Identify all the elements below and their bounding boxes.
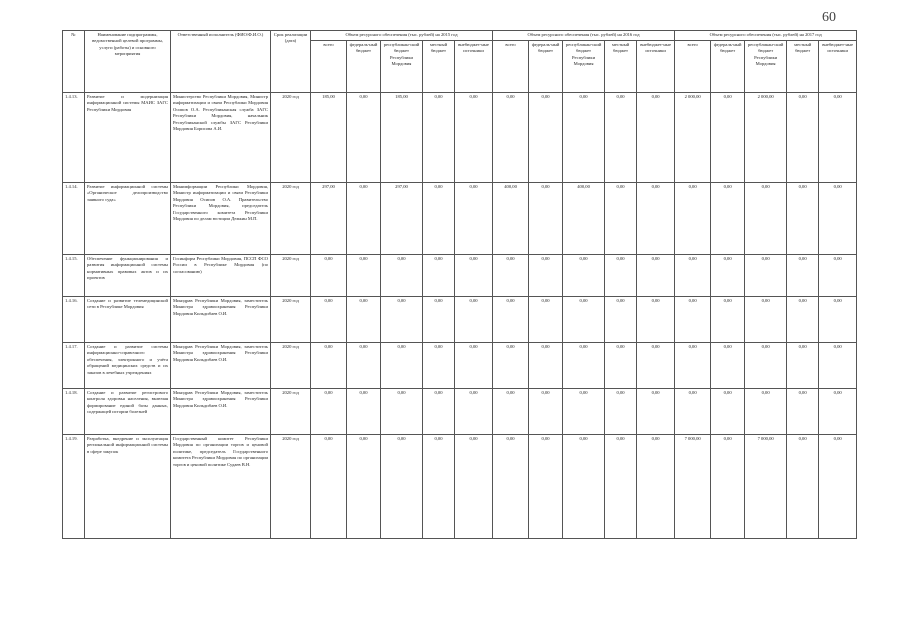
value-cell: 0,00 [311,255,347,297]
row-responsible: Госинформ Республики Мордовия, ПССП ФСО России в Республике Мордовия (по согласованию) [171,255,271,297]
value-cell: 0,00 [819,183,857,255]
row-responsible: Минздрав Республики Мордовия, заместитель Министра здравоохранения Республики Мордовия Кильдибаев О.И. [171,343,271,389]
value-cell: 0,00 [423,435,455,539]
value-cell: 0,00 [787,183,819,255]
table-header [63,31,857,93]
subheader-2017-2: республикан-ский бюджет Республики Мордовия [745,41,787,93]
value-cell: 0,00 [675,389,711,435]
value-cell: 0,00 [563,93,605,183]
value-cell: 0,00 [711,297,745,343]
value-cell: 0,00 [711,343,745,389]
value-cell: 400,00 [493,183,529,255]
value-cell: 185,00 [311,93,347,183]
row-responsible: Государственный комитет Республики Мордовия по организации торгов и ценовой политике, председатель Государственного комитета Республики Мордовия по организации торгов и ценовой политике Судаев В.Н. [171,435,271,539]
value-cell: 0,00 [423,297,455,343]
subheader-2016-2: республикан-ский бюджет Республики Мордовия [563,41,605,93]
value-cell: 0,00 [493,297,529,343]
table-row [63,297,857,343]
value-cell: 0,00 [423,93,455,183]
value-cell: 0,00 [347,183,381,255]
value-cell: 0,00 [605,255,637,297]
resource-table [62,30,857,539]
row-deadline: 2020 год [271,255,311,297]
subheader-2016-4: внебюджет-ные источники [637,41,675,93]
row-num: 1.4.15. [63,255,85,297]
value-cell: 0,00 [637,435,675,539]
row-responsible: Министерство Республики Мордовия, Министр информатизации и связи Республики Мордовия Осипов О.А. Республиканская служба ЗАГС Республики Мордовия, начальник Республиканской службы ЗАГС Республики Мордовия Борисова А.И. [171,93,271,183]
value-cell: 0,00 [819,93,857,183]
value-cell: 0,00 [423,343,455,389]
value-cell: 0,00 [347,343,381,389]
header-deadline: Срок реализации (дата) [271,31,311,93]
row-name: Создание и развитие регистрового контроля здоровья населения, включая формирование единой базы данных, содержащей истории болезней [85,389,171,435]
value-cell: 0,00 [787,93,819,183]
row-num: 1.4.19. [63,435,85,539]
value-cell: 0,00 [745,389,787,435]
row-responsible: Минздрав Республики Мордовия, заместитель Министра здравоохранения Республики Мордовия Кильдибаев О.И. [171,389,271,435]
row-responsible: Минздрав Республики Мордовия, заместитель Министра здравоохранения Республики Мордовия Кильдибаев О.И. [171,297,271,343]
row-deadline: 2020 год [271,183,311,255]
value-cell: 0,00 [745,183,787,255]
value-cell: 0,00 [529,389,563,435]
value-cell: 0,00 [605,435,637,539]
value-cell: 0,00 [311,435,347,539]
value-cell: 0,00 [423,183,455,255]
value-cell: 0,00 [347,93,381,183]
value-cell: 0,00 [311,343,347,389]
value-cell: 0,00 [605,93,637,183]
value-cell: 0,00 [819,343,857,389]
row-deadline: 2020 год [271,343,311,389]
value-cell: 0,00 [423,389,455,435]
subheader-2016-0: всего [493,41,529,93]
value-cell: 0,00 [347,297,381,343]
subheader-2015-0: всего [311,41,347,93]
value-cell: 0,00 [529,255,563,297]
row-num: 1.4.14. [63,183,85,255]
value-cell: 0,00 [637,255,675,297]
value-cell: 0,00 [381,255,423,297]
table-row [63,389,857,435]
row-name: Обеспечение функционирования и развития информационной системы нормативных правовых актов и их проектов [85,255,171,297]
value-cell: 0,00 [455,93,493,183]
value-cell: 0,00 [745,343,787,389]
row-deadline: 2020 год [271,435,311,539]
value-cell: 0,00 [381,435,423,539]
row-name: Разработка, внедрение и эксплуатация региональной информационной системы в сфере закупок [85,435,171,539]
subheader-2015-3: местный бюджет [423,41,455,93]
subheader-2016-3: местный бюджет [605,41,637,93]
value-cell: 0,00 [381,389,423,435]
subheader-2017-1: федераль-ный бюджет [711,41,745,93]
value-cell: 0,00 [529,297,563,343]
value-cell: 0,00 [819,255,857,297]
value-cell: 0,00 [423,255,455,297]
value-cell: 0,00 [675,343,711,389]
row-name: Развитие информационной системы «Органическое делопроизводство заявного суда» [85,183,171,255]
header-group-2015: Объем ресурсного обеспечения (тыс. рублей) на 2015 год [311,31,493,41]
value-cell: 0,00 [605,343,637,389]
value-cell: 0,00 [311,389,347,435]
value-cell: 0,00 [675,183,711,255]
value-cell: 0,00 [347,255,381,297]
value-cell: 0,00 [493,255,529,297]
table-row [63,93,857,183]
value-cell: 0,00 [819,297,857,343]
value-cell: 0,00 [711,183,745,255]
row-num: 1.4.17. [63,343,85,389]
row-name: Создание и развитие телемедицинской сети в Республике Мордовия [85,297,171,343]
row-num: 1.4.13. [63,93,85,183]
value-cell: 0,00 [787,297,819,343]
value-cell: 0,00 [605,389,637,435]
table-row [63,343,857,389]
value-cell: 0,00 [563,435,605,539]
value-cell: 0,00 [675,297,711,343]
row-responsible: Минимформации Республики Мордовия, Министр информатизации и связи Республики Мордовия Осипов О.А. Правительство Республики Мордовия, председатель Государственного комитета Республики Мордовия по делам юстиции Дежкин М.П. [171,183,271,255]
value-cell: 0,00 [347,389,381,435]
value-cell: 0,00 [455,343,493,389]
value-cell: 0,00 [745,255,787,297]
value-cell: 0,00 [455,435,493,539]
value-cell: 0,00 [787,389,819,435]
value-cell: 0,00 [605,183,637,255]
subheader-2017-4: внебюджет-ные источники [819,41,857,93]
value-cell: 0,00 [529,343,563,389]
value-cell: 2 000,00 [675,93,711,183]
value-cell: 0,00 [529,93,563,183]
value-cell: 0,00 [381,297,423,343]
row-deadline: 2020 год [271,389,311,435]
subheader-2015-2: республикан-ский бюджет Республики Мордовия [381,41,423,93]
value-cell: 0,00 [381,343,423,389]
value-cell: 7 000,00 [745,435,787,539]
value-cell: 0,00 [311,297,347,343]
value-cell: 0,00 [787,435,819,539]
header-name: Наименование подпрограммы, ведомственной целевой программы, услуги (работы) и основного мероприятия [85,31,171,93]
table-row [63,435,857,539]
value-cell: 0,00 [563,255,605,297]
subheader-2016-1: федераль-ный бюджет [529,41,563,93]
value-cell: 0,00 [637,297,675,343]
table-body [63,93,857,539]
page-number: 60 [822,10,836,25]
table-row [63,255,857,297]
value-cell: 0,00 [787,343,819,389]
value-cell: 0,00 [711,435,745,539]
value-cell: 297,00 [381,183,423,255]
header-group-2016: Объем ресурсного обеспечения (тыс. рублей) на 2016 год [493,31,675,41]
subheader-2017-0: всего [675,41,711,93]
value-cell: 0,00 [563,343,605,389]
value-cell: 0,00 [493,93,529,183]
subheader-2015-1: федераль-ный бюджет [347,41,381,93]
value-cell: 0,00 [605,297,637,343]
value-cell: 0,00 [529,183,563,255]
value-cell: 0,00 [745,297,787,343]
row-deadline: 2020 год [271,93,311,183]
value-cell: 0,00 [711,389,745,435]
row-name: Создание и развитие системы информационно-справочного обеспечения, электронного и учёта обращений медицинских средств и их заказов в лечебных учреждениях [85,343,171,389]
value-cell: 0,00 [675,255,711,297]
value-cell: 0,00 [455,389,493,435]
subheader-2015-4: внебюджет-ные источники [455,41,493,93]
value-cell: 0,00 [563,389,605,435]
value-cell: 0,00 [637,93,675,183]
value-cell: 2 000,00 [745,93,787,183]
value-cell: 0,00 [711,93,745,183]
value-cell: 0,00 [347,435,381,539]
value-cell: 0,00 [819,435,857,539]
value-cell: 0,00 [493,435,529,539]
value-cell: 0,00 [455,297,493,343]
value-cell: 7 000,00 [675,435,711,539]
value-cell: 0,00 [787,255,819,297]
value-cell: 0,00 [819,389,857,435]
value-cell: 400,00 [563,183,605,255]
row-name: Развитие и модернизация информационной системы МАИС ЗАГС Республики Мордовия [85,93,171,183]
value-cell: 185,00 [381,93,423,183]
header-group-2017: Объем ресурсного обеспечения (тыс. рублей) на 2017 год [675,31,857,41]
value-cell: 0,00 [455,183,493,255]
header-num: № [63,31,85,93]
value-cell: 297,00 [311,183,347,255]
row-num: 1.4.16. [63,297,85,343]
value-cell: 0,00 [637,389,675,435]
table-row [63,183,857,255]
value-cell: 0,00 [711,255,745,297]
value-cell: 0,00 [455,255,493,297]
value-cell: 0,00 [493,389,529,435]
row-deadline: 2020 год [271,297,311,343]
value-cell: 0,00 [637,183,675,255]
header-responsible: Ответственный исполнитель (ФИО/Ф.И.О.) [171,31,271,93]
value-cell: 0,00 [493,343,529,389]
subheader-2017-3: местный бюджет [787,41,819,93]
value-cell: 0,00 [563,297,605,343]
row-num: 1.4.18. [63,389,85,435]
value-cell: 0,00 [637,343,675,389]
value-cell: 0,00 [529,435,563,539]
